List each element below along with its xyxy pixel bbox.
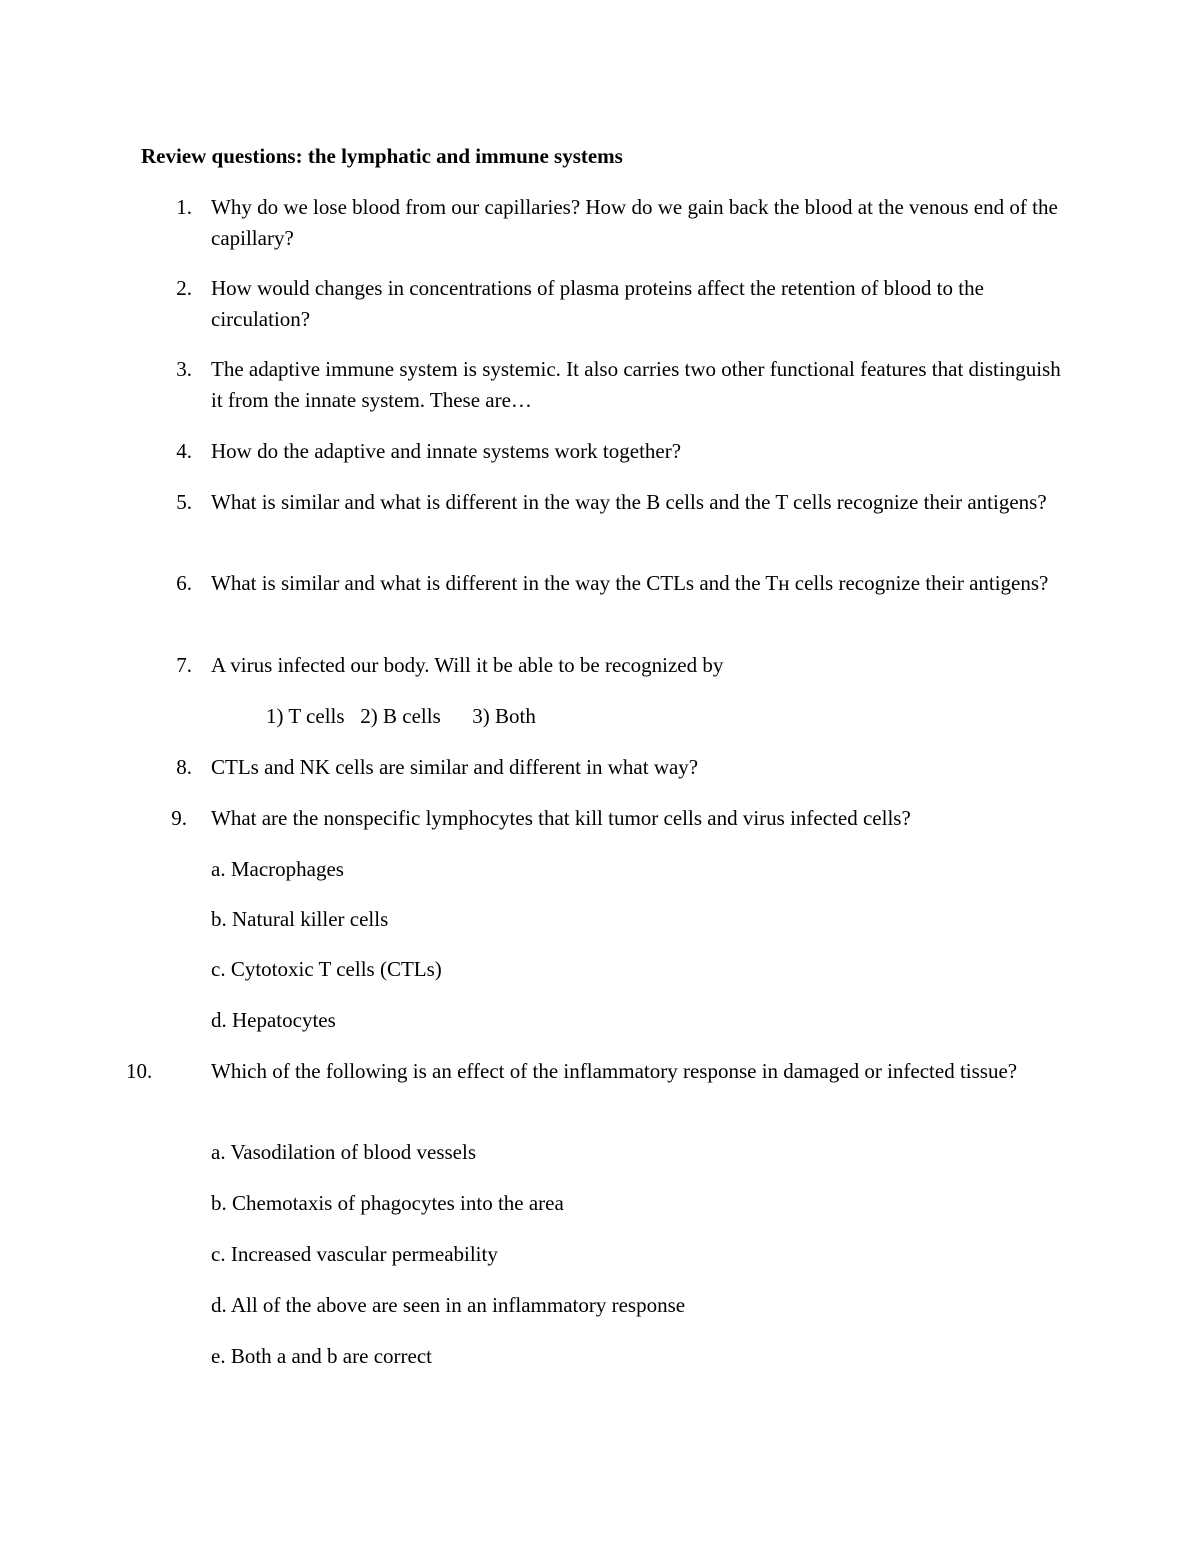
question-10-option-a: a. Vasodilation of blood vessels xyxy=(211,1140,477,1164)
question-9-option-d: d. Hepatocytes xyxy=(211,1008,336,1032)
page-title: Review questions: the lymphatic and immune systems xyxy=(141,144,623,168)
question-number: 3. xyxy=(176,357,192,381)
question-number: 4. xyxy=(176,439,192,463)
question-9-option-b: b. Natural killer cells xyxy=(211,907,389,931)
question-text: What is similar and what is different in the way the B cells and the T cells recognize their antigens? xyxy=(211,490,1047,514)
question-9-option-c: c. Cytotoxic T cells (CTLs) xyxy=(211,957,442,981)
question-text: How would changes in concentrations of plasma proteins affect the retention of blood to the circulation? xyxy=(211,276,984,331)
question-9-option-a: a. Macrophages xyxy=(211,857,344,881)
question-number: 1. xyxy=(176,195,192,219)
question-number: 9. xyxy=(171,806,187,830)
question-text: A virus infected our body. Will it be able to be recognized by xyxy=(211,653,724,677)
question-10-option-d: d. All of the above are seen in an inflammatory response xyxy=(211,1293,686,1317)
question-text: What are the nonspecific lymphocytes that kill tumor cells and virus infected cells? xyxy=(211,806,911,830)
question-10-option-e: e. Both a and b are correct xyxy=(211,1344,432,1368)
question-number: 5. xyxy=(176,490,192,514)
question-7-choices: 1) T cells 2) B cells 3) Both xyxy=(266,704,536,728)
question-text: How do the adaptive and innate systems work together? xyxy=(211,439,682,463)
question-text: Which of the following is an effect of the inflammatory response in damaged or infected tissue? xyxy=(211,1059,1018,1083)
question-text: What is similar and what is different in the way the CTLs and the Tʜ cells recognize their antigens? xyxy=(211,571,1049,595)
question-10-option-b: b. Chemotaxis of phagocytes into the area xyxy=(211,1191,564,1215)
question-number: 7. xyxy=(176,653,192,677)
question-number: 10. xyxy=(126,1059,153,1083)
question-number: 6. xyxy=(176,571,192,595)
question-text: CTLs and NK cells are similar and different in what way? xyxy=(211,755,699,779)
question-text: The adaptive immune system is systemic. It also carries two other functional features that distinguish it from the innate system. These are… xyxy=(211,357,1061,412)
question-number: 2. xyxy=(176,276,192,300)
question-text: Why do we lose blood from our capillaries? How do we gain back the blood at the venous end of the capillary? xyxy=(211,195,1058,250)
question-10-option-c: c. Increased vascular permeability xyxy=(211,1242,498,1266)
question-number: 8. xyxy=(176,755,192,779)
